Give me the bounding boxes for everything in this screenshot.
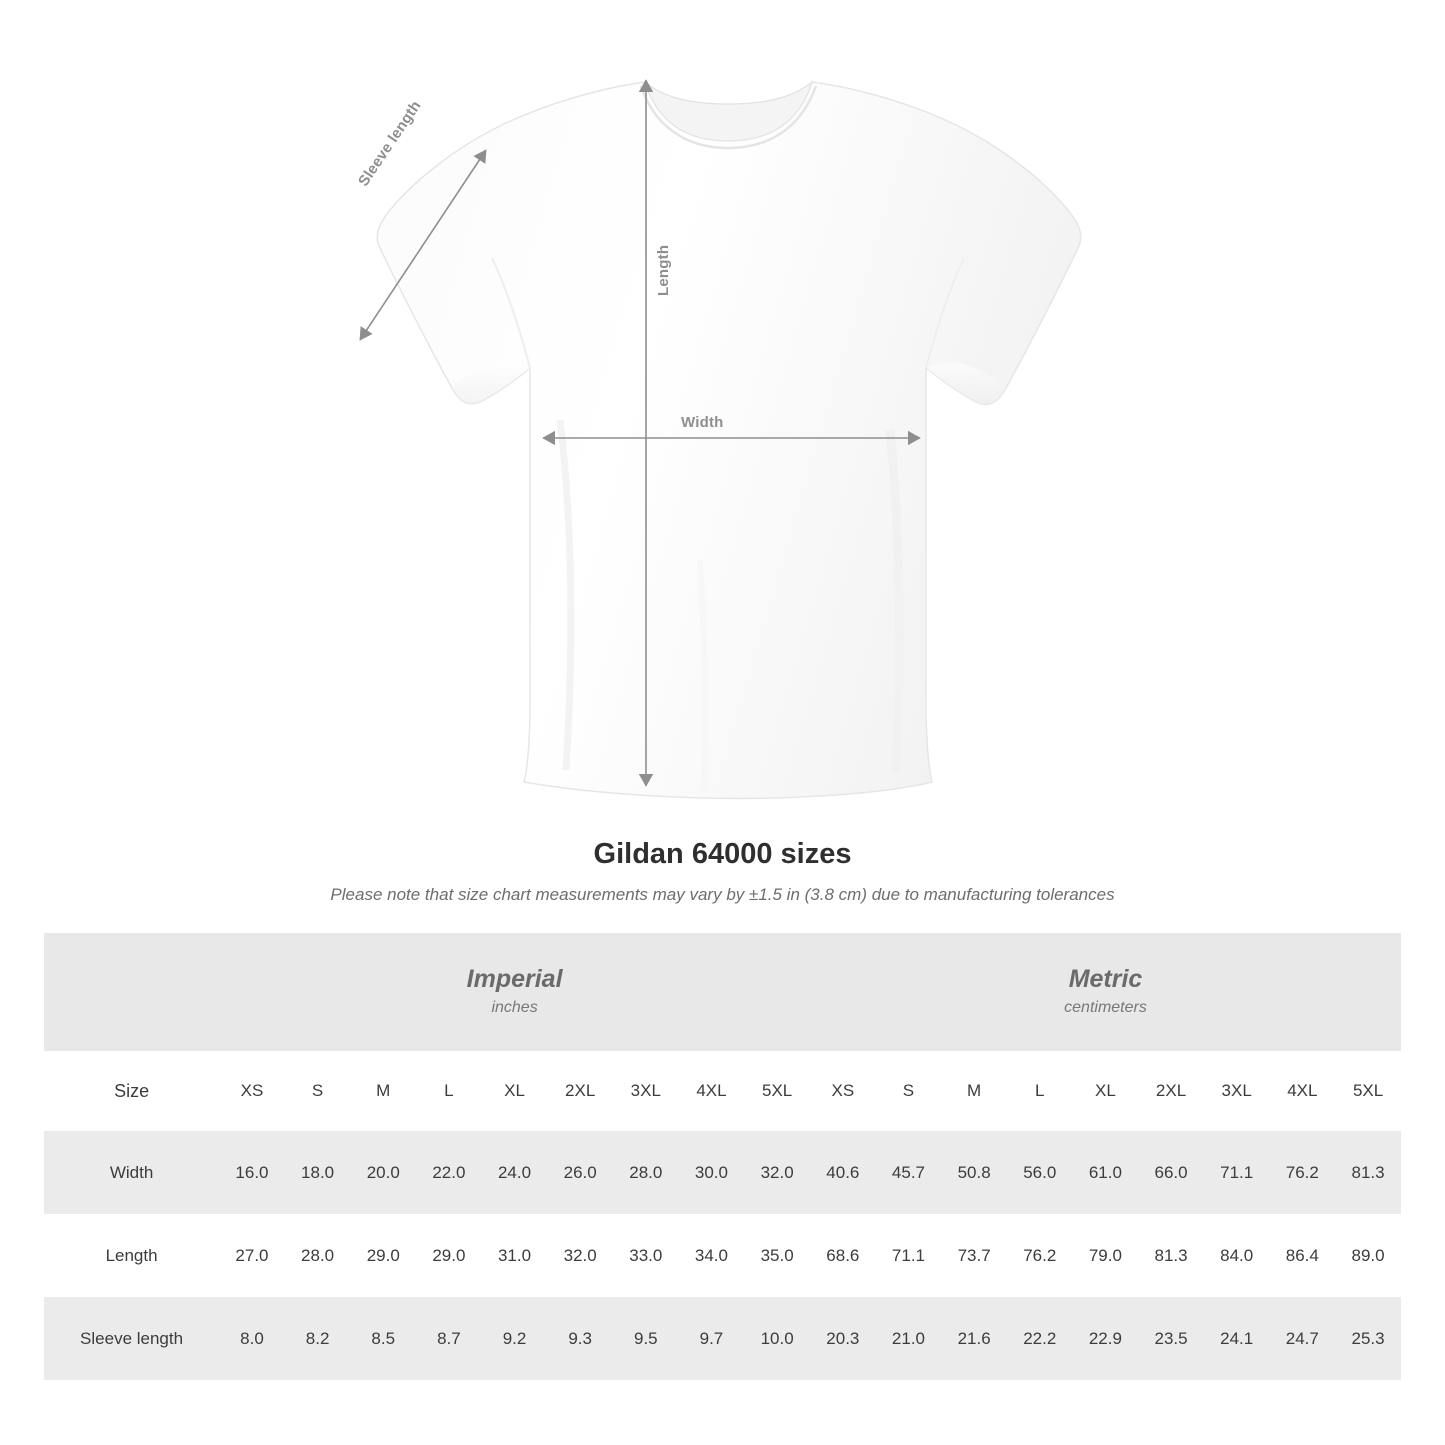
size-header-cell: 3XL	[1204, 1051, 1270, 1131]
length-value-cell: 68.6	[810, 1214, 876, 1297]
sleeve-value-cell: 21.6	[941, 1297, 1007, 1380]
shirt-shape	[377, 82, 1081, 798]
width-value-cell: 61.0	[1073, 1131, 1139, 1214]
size-header-cell: 5XL	[1335, 1051, 1401, 1131]
length-value-cell: 89.0	[1335, 1214, 1401, 1297]
size-table	[44, 933, 1401, 1380]
width-value-cell: 66.0	[1138, 1131, 1204, 1214]
length-value-cell: 81.3	[1138, 1214, 1204, 1297]
unit-header-row	[44, 933, 1401, 1051]
length-value-cell: 86.4	[1270, 1214, 1336, 1297]
sleeve-value-cell: 10.0	[744, 1297, 810, 1380]
size-header-cell: M	[350, 1051, 416, 1131]
size-header-cell: L	[1007, 1051, 1073, 1131]
width-value-cell: 30.0	[679, 1131, 745, 1214]
width-value-cell: 71.1	[1204, 1131, 1270, 1214]
imperial-label: Imperial	[466, 964, 563, 993]
title-block	[0, 838, 1445, 905]
sleeve-value-cell: 22.9	[1073, 1297, 1139, 1380]
width-dimension-label: Width	[681, 414, 724, 431]
sleeve-value-cell: 24.1	[1204, 1297, 1270, 1380]
size-header-cell: 3XL	[613, 1051, 679, 1131]
metric-label: Metric	[1068, 964, 1143, 993]
sleeve-value-cell: 23.5	[1138, 1297, 1204, 1380]
table-row-width	[44, 1131, 1401, 1214]
sleeve-value-cell: 9.7	[679, 1297, 745, 1380]
length-value-cell: 79.0	[1073, 1214, 1139, 1297]
size-header-cell: XS	[810, 1051, 876, 1131]
row-label-size: Size	[44, 1051, 219, 1131]
size-header-cell: XS	[219, 1051, 285, 1131]
size-header-cell: 4XL	[1270, 1051, 1336, 1131]
row-label-length: Length	[44, 1214, 219, 1297]
length-value-cell: 71.1	[876, 1214, 942, 1297]
size-header-cell: 4XL	[679, 1051, 745, 1131]
size-header-cell: S	[285, 1051, 351, 1131]
width-value-cell: 22.0	[416, 1131, 482, 1214]
width-value-cell: 50.8	[941, 1131, 1007, 1214]
imperial-unit: inches	[491, 998, 538, 1016]
width-value-cell: 16.0	[219, 1131, 285, 1214]
imperial-group-header	[219, 933, 810, 1051]
size-table-wrapper	[44, 933, 1401, 1380]
width-value-cell: 20.0	[350, 1131, 416, 1214]
width-value-cell: 81.3	[1335, 1131, 1401, 1214]
table-row-length	[44, 1214, 1401, 1297]
size-header-cell: M	[941, 1051, 1007, 1131]
length-value-cell: 32.0	[547, 1214, 613, 1297]
width-value-cell: 18.0	[285, 1131, 351, 1214]
unit-spacer-cell	[44, 933, 219, 1051]
length-value-cell: 31.0	[482, 1214, 548, 1297]
sleeve-value-cell: 9.5	[613, 1297, 679, 1380]
size-header-cell: 5XL	[744, 1051, 810, 1131]
length-value-cell: 73.7	[941, 1214, 1007, 1297]
size-header-cell: XL	[482, 1051, 548, 1131]
table-row-sleeve-length	[44, 1297, 1401, 1380]
width-value-cell: 26.0	[547, 1131, 613, 1214]
chart-title: Gildan 64000 sizes	[593, 838, 852, 870]
size-header-cell: 2XL	[547, 1051, 613, 1131]
length-value-cell: 29.0	[350, 1214, 416, 1297]
length-value-cell: 84.0	[1204, 1214, 1270, 1297]
width-value-cell: 40.6	[810, 1131, 876, 1214]
size-header-cell: S	[876, 1051, 942, 1131]
size-header-row	[44, 1051, 1401, 1131]
sleeve-value-cell: 9.3	[547, 1297, 613, 1380]
sleeve-value-cell: 22.2	[1007, 1297, 1073, 1380]
tolerance-note: Please note that size chart measurements may vary by ±1.5 in (3.8 cm) due to manufacturing tolerances	[330, 885, 1115, 904]
length-dimension-label: Length	[655, 244, 672, 296]
metric-group-header	[810, 933, 1401, 1051]
length-value-cell: 35.0	[744, 1214, 810, 1297]
size-header-cell: 2XL	[1138, 1051, 1204, 1131]
length-value-cell: 76.2	[1007, 1214, 1073, 1297]
metric-unit: centimeters	[1064, 998, 1147, 1016]
sleeve-value-cell: 8.0	[219, 1297, 285, 1380]
width-value-cell: 24.0	[482, 1131, 548, 1214]
length-value-cell: 29.0	[416, 1214, 482, 1297]
sleeve-value-cell: 9.2	[482, 1297, 548, 1380]
sleeve-value-cell: 8.5	[350, 1297, 416, 1380]
width-value-cell: 76.2	[1270, 1131, 1336, 1214]
sleeve-value-cell: 24.7	[1270, 1297, 1336, 1380]
width-value-cell: 28.0	[613, 1131, 679, 1214]
sleeve-length-dimension-label: Sleeve length	[355, 97, 425, 190]
width-value-cell: 32.0	[744, 1131, 810, 1214]
length-value-cell: 33.0	[613, 1214, 679, 1297]
row-label-sleeve-length: Sleeve length	[44, 1297, 219, 1380]
size-header-cell: L	[416, 1051, 482, 1131]
width-value-cell: 56.0	[1007, 1131, 1073, 1214]
length-value-cell: 27.0	[219, 1214, 285, 1297]
length-value-cell: 34.0	[679, 1214, 745, 1297]
sleeve-value-cell: 20.3	[810, 1297, 876, 1380]
width-value-cell: 45.7	[876, 1131, 942, 1214]
sleeve-value-cell: 8.2	[285, 1297, 351, 1380]
sleeve-value-cell: 8.7	[416, 1297, 482, 1380]
sleeve-value-cell: 25.3	[1335, 1297, 1401, 1380]
sleeve-value-cell: 21.0	[876, 1297, 942, 1380]
row-label-width: Width	[44, 1131, 219, 1214]
length-value-cell: 28.0	[285, 1214, 351, 1297]
size-header-cell: XL	[1073, 1051, 1139, 1131]
